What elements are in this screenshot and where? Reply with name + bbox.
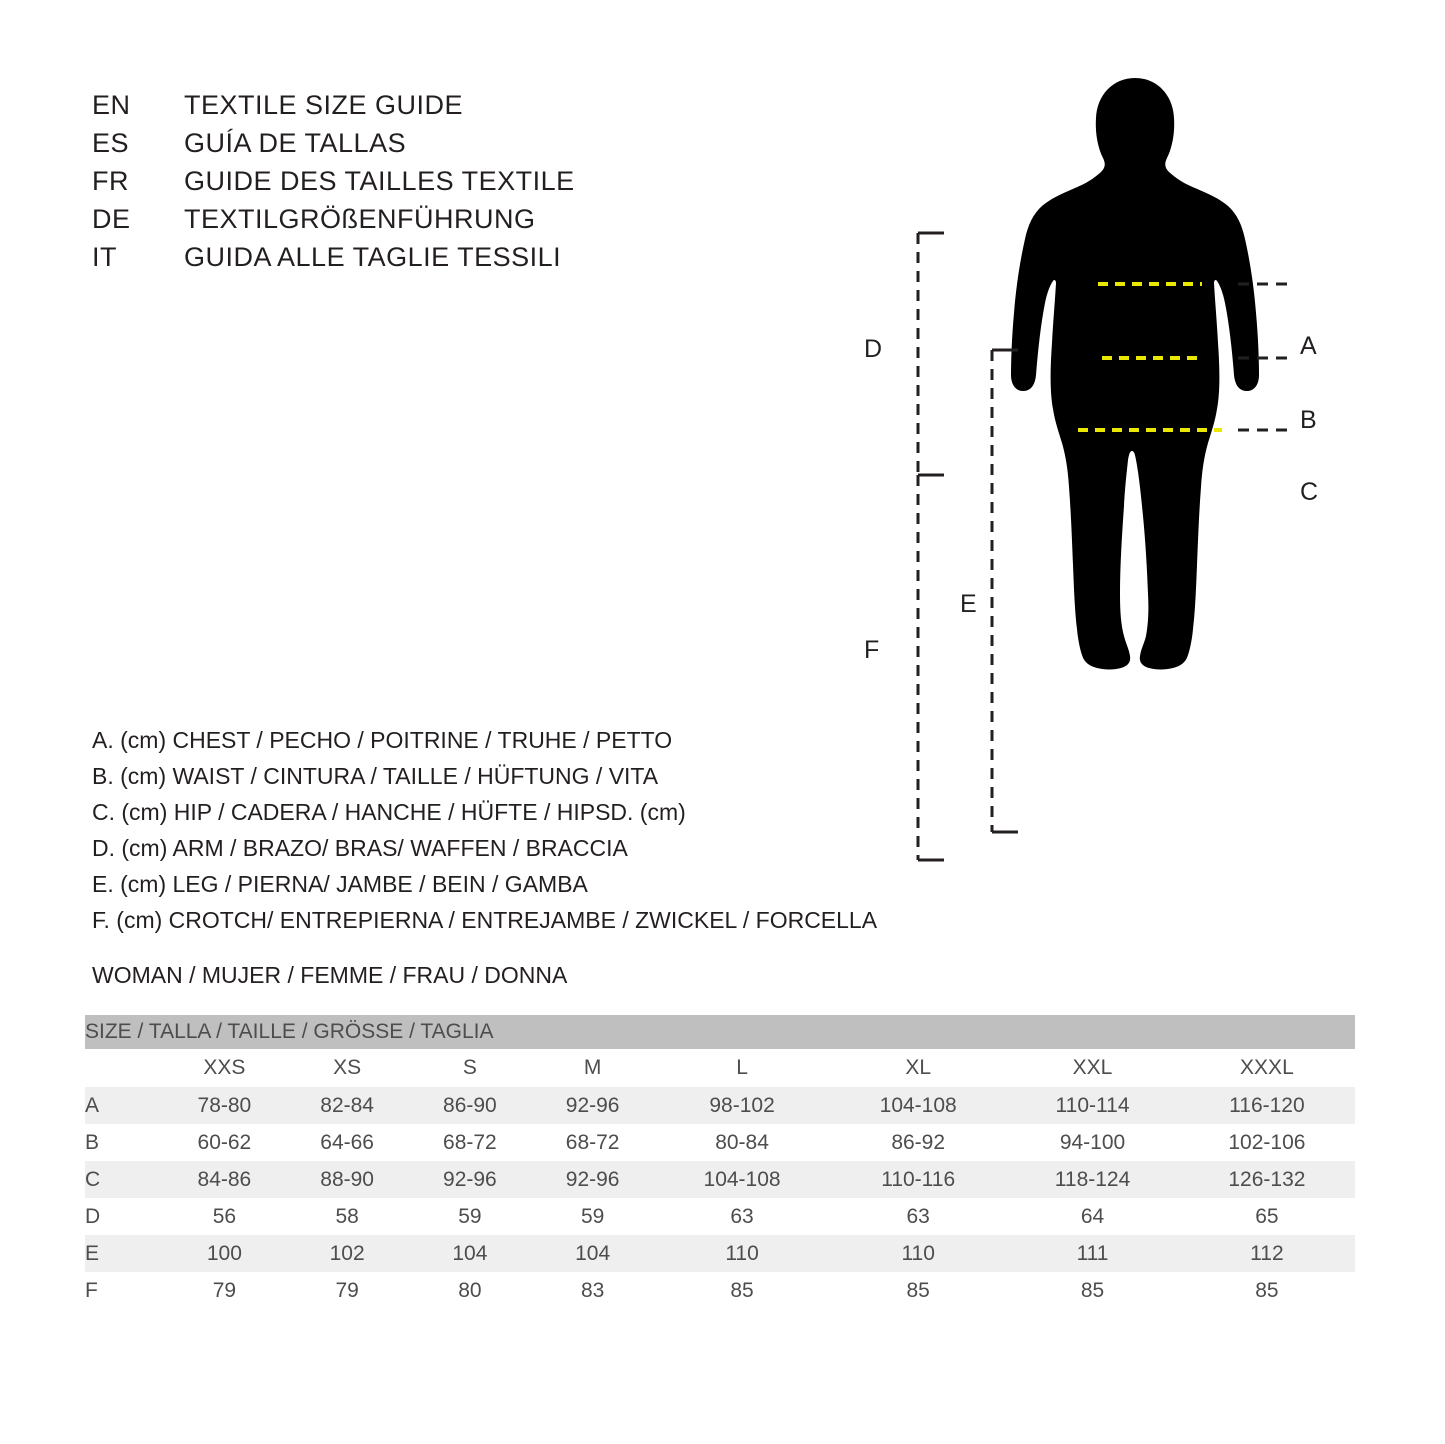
legend-item-e: E. (cm) LEG / PIERNA/ JAMBE / BEIN / GAMBA (92, 871, 588, 897)
title-text-es: GUÍA DE TALLAS (184, 128, 407, 158)
cell-d-xl: 63 (830, 1198, 1006, 1235)
dim-label-c: C (1300, 478, 1319, 506)
cell-a-xl: 104-108 (830, 1087, 1006, 1124)
table-row (85, 1235, 1355, 1272)
dim-label-b: B (1300, 406, 1317, 434)
cell-f-l: 85 (654, 1272, 830, 1309)
cell-b-xxxl: 102-106 (1179, 1124, 1355, 1161)
cell-e-xl: 110 (830, 1235, 1006, 1272)
cell-c-l: 104-108 (654, 1161, 830, 1198)
cell-e-l: 110 (654, 1235, 830, 1272)
dim-label-a: A (1300, 332, 1317, 360)
cell-b-xl: 86-92 (830, 1124, 1006, 1161)
cell-a-xxs: 78-80 (163, 1087, 286, 1124)
sizes-row-corner (85, 1049, 163, 1087)
title-lang-it: IT (92, 242, 117, 272)
title-row-it (92, 242, 792, 280)
title-block (92, 90, 792, 280)
title-text-it: GUIDA ALLE TAGLIE TESSILI (184, 242, 562, 272)
cell-e-xxxl: 112 (1179, 1235, 1355, 1272)
size-header-l: L (654, 1049, 830, 1087)
dim-label-d: D (864, 335, 883, 363)
table-row (85, 1124, 1355, 1161)
cell-a-xxxl: 116-120 (1179, 1087, 1355, 1124)
dim-bracket-e (992, 350, 1018, 832)
cell-d-l: 63 (654, 1198, 830, 1235)
cell-f-xxxl: 85 (1179, 1272, 1355, 1309)
cell-f-xl: 85 (830, 1272, 1006, 1309)
cell-d-xxl: 64 (1006, 1198, 1179, 1235)
title-row-fr (92, 166, 792, 204)
table-row (85, 1161, 1355, 1198)
cell-c-s: 92-96 (409, 1161, 532, 1198)
cell-e-s: 104 (409, 1235, 532, 1272)
title-lang-es: ES (92, 128, 130, 158)
row-label-d: D (85, 1198, 163, 1235)
measurement-figure (840, 60, 1400, 900)
cell-e-xxs: 100 (163, 1235, 286, 1272)
table-band-row (85, 1015, 1355, 1049)
table-row (85, 1198, 1355, 1235)
legend-item-c: C. (cm) HIP / CADERA / HANCHE / HÜFTE / HIPSD. (cm) (92, 799, 686, 825)
table-sizes-row (85, 1049, 1355, 1087)
legend-item-b: B. (cm) WAIST / CINTURA / TAILLE / HÜFTUNG / VITA (92, 763, 659, 789)
cell-d-xxs: 56 (163, 1198, 286, 1235)
size-header-xs: XS (286, 1049, 409, 1087)
title-row-en (92, 90, 792, 128)
cell-b-l: 80-84 (654, 1124, 830, 1161)
size-header-s: S (409, 1049, 532, 1087)
row-label-a: A (85, 1087, 163, 1124)
cell-c-m: 92-96 (531, 1161, 654, 1198)
cell-f-xxl: 85 (1006, 1272, 1179, 1309)
title-lang-fr: FR (92, 166, 129, 196)
cell-a-l: 98-102 (654, 1087, 830, 1124)
cell-e-m: 104 (531, 1235, 654, 1272)
title-text-de: TEXTILGRÖßENFÜHRUNG (184, 204, 536, 234)
dim-label-f: F (864, 636, 880, 664)
cell-b-s: 68-72 (409, 1124, 532, 1161)
cell-e-xxl: 111 (1006, 1235, 1179, 1272)
gender-label: WOMAN / MUJER / FEMME / FRAU / DONNA (92, 962, 568, 988)
table-row (85, 1087, 1355, 1124)
cell-d-xs: 58 (286, 1198, 409, 1235)
legend-item-f: F. (cm) CROTCH/ ENTREPIERNA / ENTREJAMBE / ZWICKEL / FORCELLA (92, 907, 878, 933)
title-lang-de: DE (92, 204, 131, 234)
dim-bracket-d (918, 233, 944, 475)
cell-d-xxxl: 65 (1179, 1198, 1355, 1235)
cell-b-xxs: 60-62 (163, 1124, 286, 1161)
cell-f-s: 80 (409, 1272, 532, 1309)
cell-b-xxl: 94-100 (1006, 1124, 1179, 1161)
size-header-xxl: XXL (1006, 1049, 1179, 1087)
cell-a-s: 86-90 (409, 1087, 532, 1124)
row-label-f: F (85, 1272, 163, 1309)
cell-c-xl: 110-116 (830, 1161, 1006, 1198)
cell-c-xxs: 84-86 (163, 1161, 286, 1198)
legend-item-a: A. (cm) CHEST / PECHO / POITRINE / TRUHE / PETTO (92, 727, 673, 753)
table-band-label: SIZE / TALLA / TAILLE / GRÖSSE / TAGLIA (85, 1015, 1355, 1049)
cell-e-xs: 102 (286, 1235, 409, 1272)
legend-item-d: D. (cm) ARM / BRAZO/ BRAS/ WAFFEN / BRACCIA (92, 835, 628, 861)
size-header-xxxl: XXXL (1179, 1049, 1355, 1087)
cell-f-m: 83 (531, 1272, 654, 1309)
size-header-xxs: XXS (163, 1049, 286, 1087)
cell-f-xxs: 79 (163, 1272, 286, 1309)
table-row (85, 1272, 1355, 1309)
cell-a-m: 92-96 (531, 1087, 654, 1124)
cell-a-xs: 82-84 (286, 1087, 409, 1124)
cell-d-s: 59 (409, 1198, 532, 1235)
row-label-e: E (85, 1235, 163, 1272)
cell-b-m: 68-72 (531, 1124, 654, 1161)
cell-d-m: 59 (531, 1198, 654, 1235)
dim-label-e: E (960, 590, 977, 618)
cell-c-xxxl: 126-132 (1179, 1161, 1355, 1198)
size-table (85, 1015, 1355, 1309)
title-text-en: TEXTILE SIZE GUIDE (184, 90, 464, 120)
size-header-m: M (531, 1049, 654, 1087)
title-text-fr: GUIDE DES TAILLES TEXTILE (184, 166, 575, 196)
cell-a-xxl: 110-114 (1006, 1087, 1179, 1124)
dim-bracket-f (918, 475, 944, 860)
title-row-es (92, 128, 792, 166)
cell-c-xs: 88-90 (286, 1161, 409, 1198)
row-label-c: C (85, 1161, 163, 1198)
title-row-de (92, 204, 792, 242)
cell-c-xxl: 118-124 (1006, 1161, 1179, 1198)
legend-block (92, 722, 912, 938)
cell-f-xs: 79 (286, 1272, 409, 1309)
woman-silhouette-icon (1011, 78, 1259, 670)
title-lang-en: EN (92, 90, 131, 120)
cell-b-xs: 64-66 (286, 1124, 409, 1161)
row-label-b: B (85, 1124, 163, 1161)
size-header-xl: XL (830, 1049, 1006, 1087)
